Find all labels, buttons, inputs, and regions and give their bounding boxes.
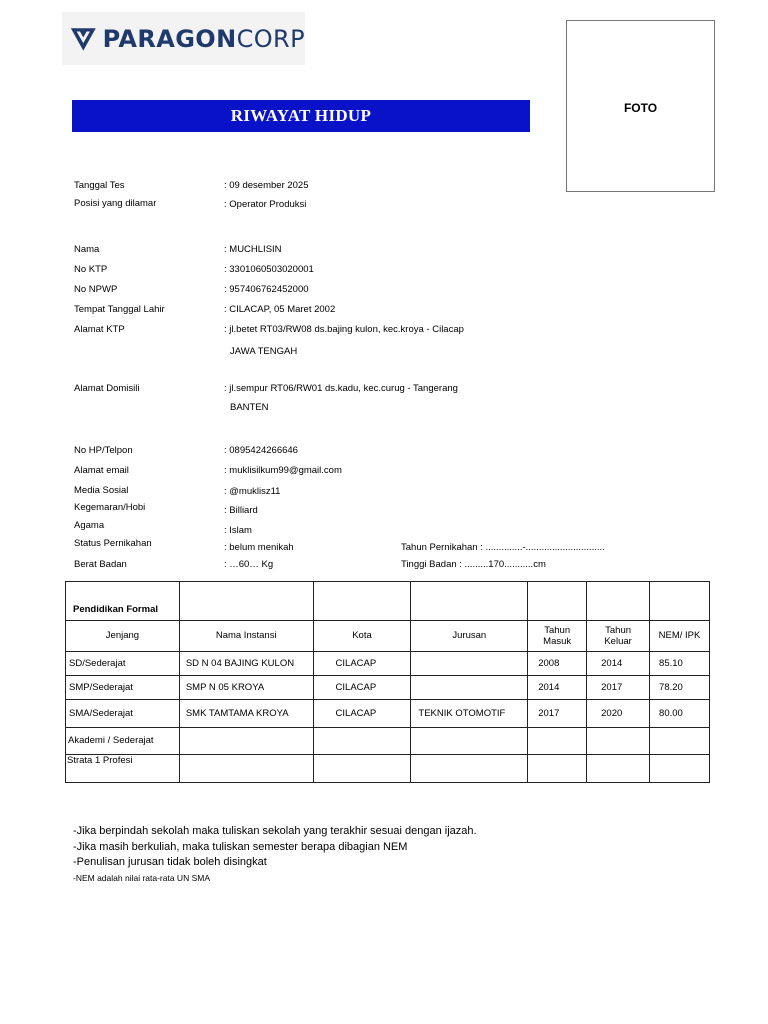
label-alamat-ktp: Alamat KTP [74, 324, 125, 335]
table-cell: Strata 1 Profesi [66, 754, 180, 782]
value-no-npwp: : 957406762452000 [224, 284, 309, 295]
table-cell: SD N 04 BAJING KULON [179, 652, 313, 676]
value-hobi: : Billiard [224, 505, 258, 516]
value-berat: : …60… Kg [224, 559, 274, 570]
note-line: -Penulisan jurusan tidak boleh disingkat [73, 856, 267, 868]
table-cell: CILACAP [313, 700, 411, 727]
table-row [66, 727, 710, 754]
value-no-hp: : 0895424266646 [224, 445, 298, 456]
value-nama: : MUCHLISIN [224, 244, 282, 255]
notes [73, 824, 477, 886]
header-cell: Nama Instansi [179, 620, 313, 651]
label-posisi: Posisi yang dilamar [74, 198, 157, 209]
value-alamat-ktp: : jl.betet RT03/RW08 ds.bajing kulon, kec.kroya - Cilacap [224, 324, 464, 335]
table-cell [411, 652, 528, 676]
label-no-hp: No HP/Telpon [74, 445, 133, 456]
label-no-ktp: No KTP [74, 264, 108, 275]
photo-box [566, 20, 715, 192]
note-line: -Jika masih berkuliah, maka tuliskan semester berapa dibagian NEM [73, 840, 408, 853]
value-alamat-ktp-line2: JAWA TENGAH [230, 346, 298, 357]
table-cell: CILACAP [313, 652, 411, 676]
header-cell: Kota [313, 620, 411, 651]
table-cell: 2008 [528, 652, 587, 676]
page-title: RIWAYAT HIDUP [72, 100, 530, 132]
photo-label: FOTO [623, 101, 658, 115]
table-header-row [66, 620, 710, 651]
value-status: : belum menikah [224, 542, 294, 553]
value-ttl: : CILACAP, 05 Maret 2002 [224, 304, 336, 315]
table-cell: 2014 [528, 676, 587, 700]
table-cell: SMK TAMTAMA KROYA [179, 700, 313, 727]
table-cell [411, 676, 528, 700]
value-alamat-domisili: : jl.sempur RT06/RW01 ds.kadu, kec.curug - Tangerang [224, 383, 458, 394]
table-row [66, 582, 710, 621]
table-row [66, 700, 710, 727]
header-cell: Jenjang [66, 620, 180, 651]
header-cell: NEM/ IPK [650, 620, 710, 651]
table-cell: 78.20 [650, 676, 710, 700]
label-hobi: Kegemaran/Hobi [74, 502, 146, 513]
education-section-title: Pendidikan Formal [66, 582, 180, 621]
value-tanggal-tes: : 09 desember 2025 [224, 180, 309, 191]
table-cell: SMP N 05 KROYA [179, 676, 313, 700]
paragon-logo-icon [70, 24, 97, 54]
label-agama: Agama [74, 520, 105, 531]
label-status: Status Pernikahan [74, 538, 152, 549]
header-cell: Tahun Masuk [528, 620, 587, 651]
label-ttl: Tempat Tanggal Lahir [74, 304, 165, 315]
label-no-npwp: No NPWP [74, 284, 118, 295]
label-email: Alamat email [74, 465, 129, 476]
table-cell: 2020 [587, 700, 650, 727]
table-cell: 80.00 [650, 700, 710, 727]
note-line: -NEM adalah nilai rata-rata UN SMA [73, 872, 210, 883]
table-row [66, 754, 710, 782]
table-cell: Akademi / Sederajat [66, 727, 180, 754]
value-medsos: : @muklisz11 [224, 486, 281, 497]
table-cell: SD/Sederajat [66, 652, 180, 676]
table-cell: SMP/Sederajat [66, 676, 180, 700]
table-row [66, 652, 710, 676]
table-cell: 2017 [528, 700, 587, 727]
label-medsos: Media Sosial [74, 485, 129, 496]
note-line: -Jika berpindah sekolah maka tuliskan sekolah yang terakhir sesuai dengan ijazah. [73, 825, 477, 837]
company-logo [62, 12, 305, 65]
value-no-ktp: : 3301060503020001 [224, 264, 314, 275]
value-agama: : Islam [224, 525, 252, 536]
header-cell: Jurusan [411, 620, 528, 651]
value-email: : muklisilkum99@gmail.com [224, 465, 342, 476]
value-tinggi: Tinggi Badan : .........170...........cm [401, 559, 546, 570]
table-cell: TEKNIK OTOMOTIF [411, 700, 528, 727]
value-alamat-domisili-line2: BANTEN [230, 402, 269, 413]
logo-text: PARAGONCORP [102, 24, 305, 53]
education-table [65, 581, 710, 783]
table-cell: SMA/Sederajat [66, 700, 180, 727]
label-tanggal-tes: Tanggal Tes [74, 180, 125, 191]
value-posisi: : Operator Produksi [224, 199, 307, 210]
label-nama: Nama [74, 244, 100, 255]
table-cell: CILACAP [313, 676, 411, 700]
label-berat: Berat Badan [74, 559, 127, 570]
table-cell: 2014 [587, 652, 650, 676]
table-cell: 2017 [587, 676, 650, 700]
table-row [66, 676, 710, 700]
value-tahun-pernikahan: Tahun Pernikahan : ..............-.............................. [401, 542, 605, 553]
header-cell: Tahun Keluar [587, 620, 650, 651]
label-alamat-domisili: Alamat Domisili [74, 383, 140, 394]
table-cell: 85.10 [650, 652, 710, 676]
